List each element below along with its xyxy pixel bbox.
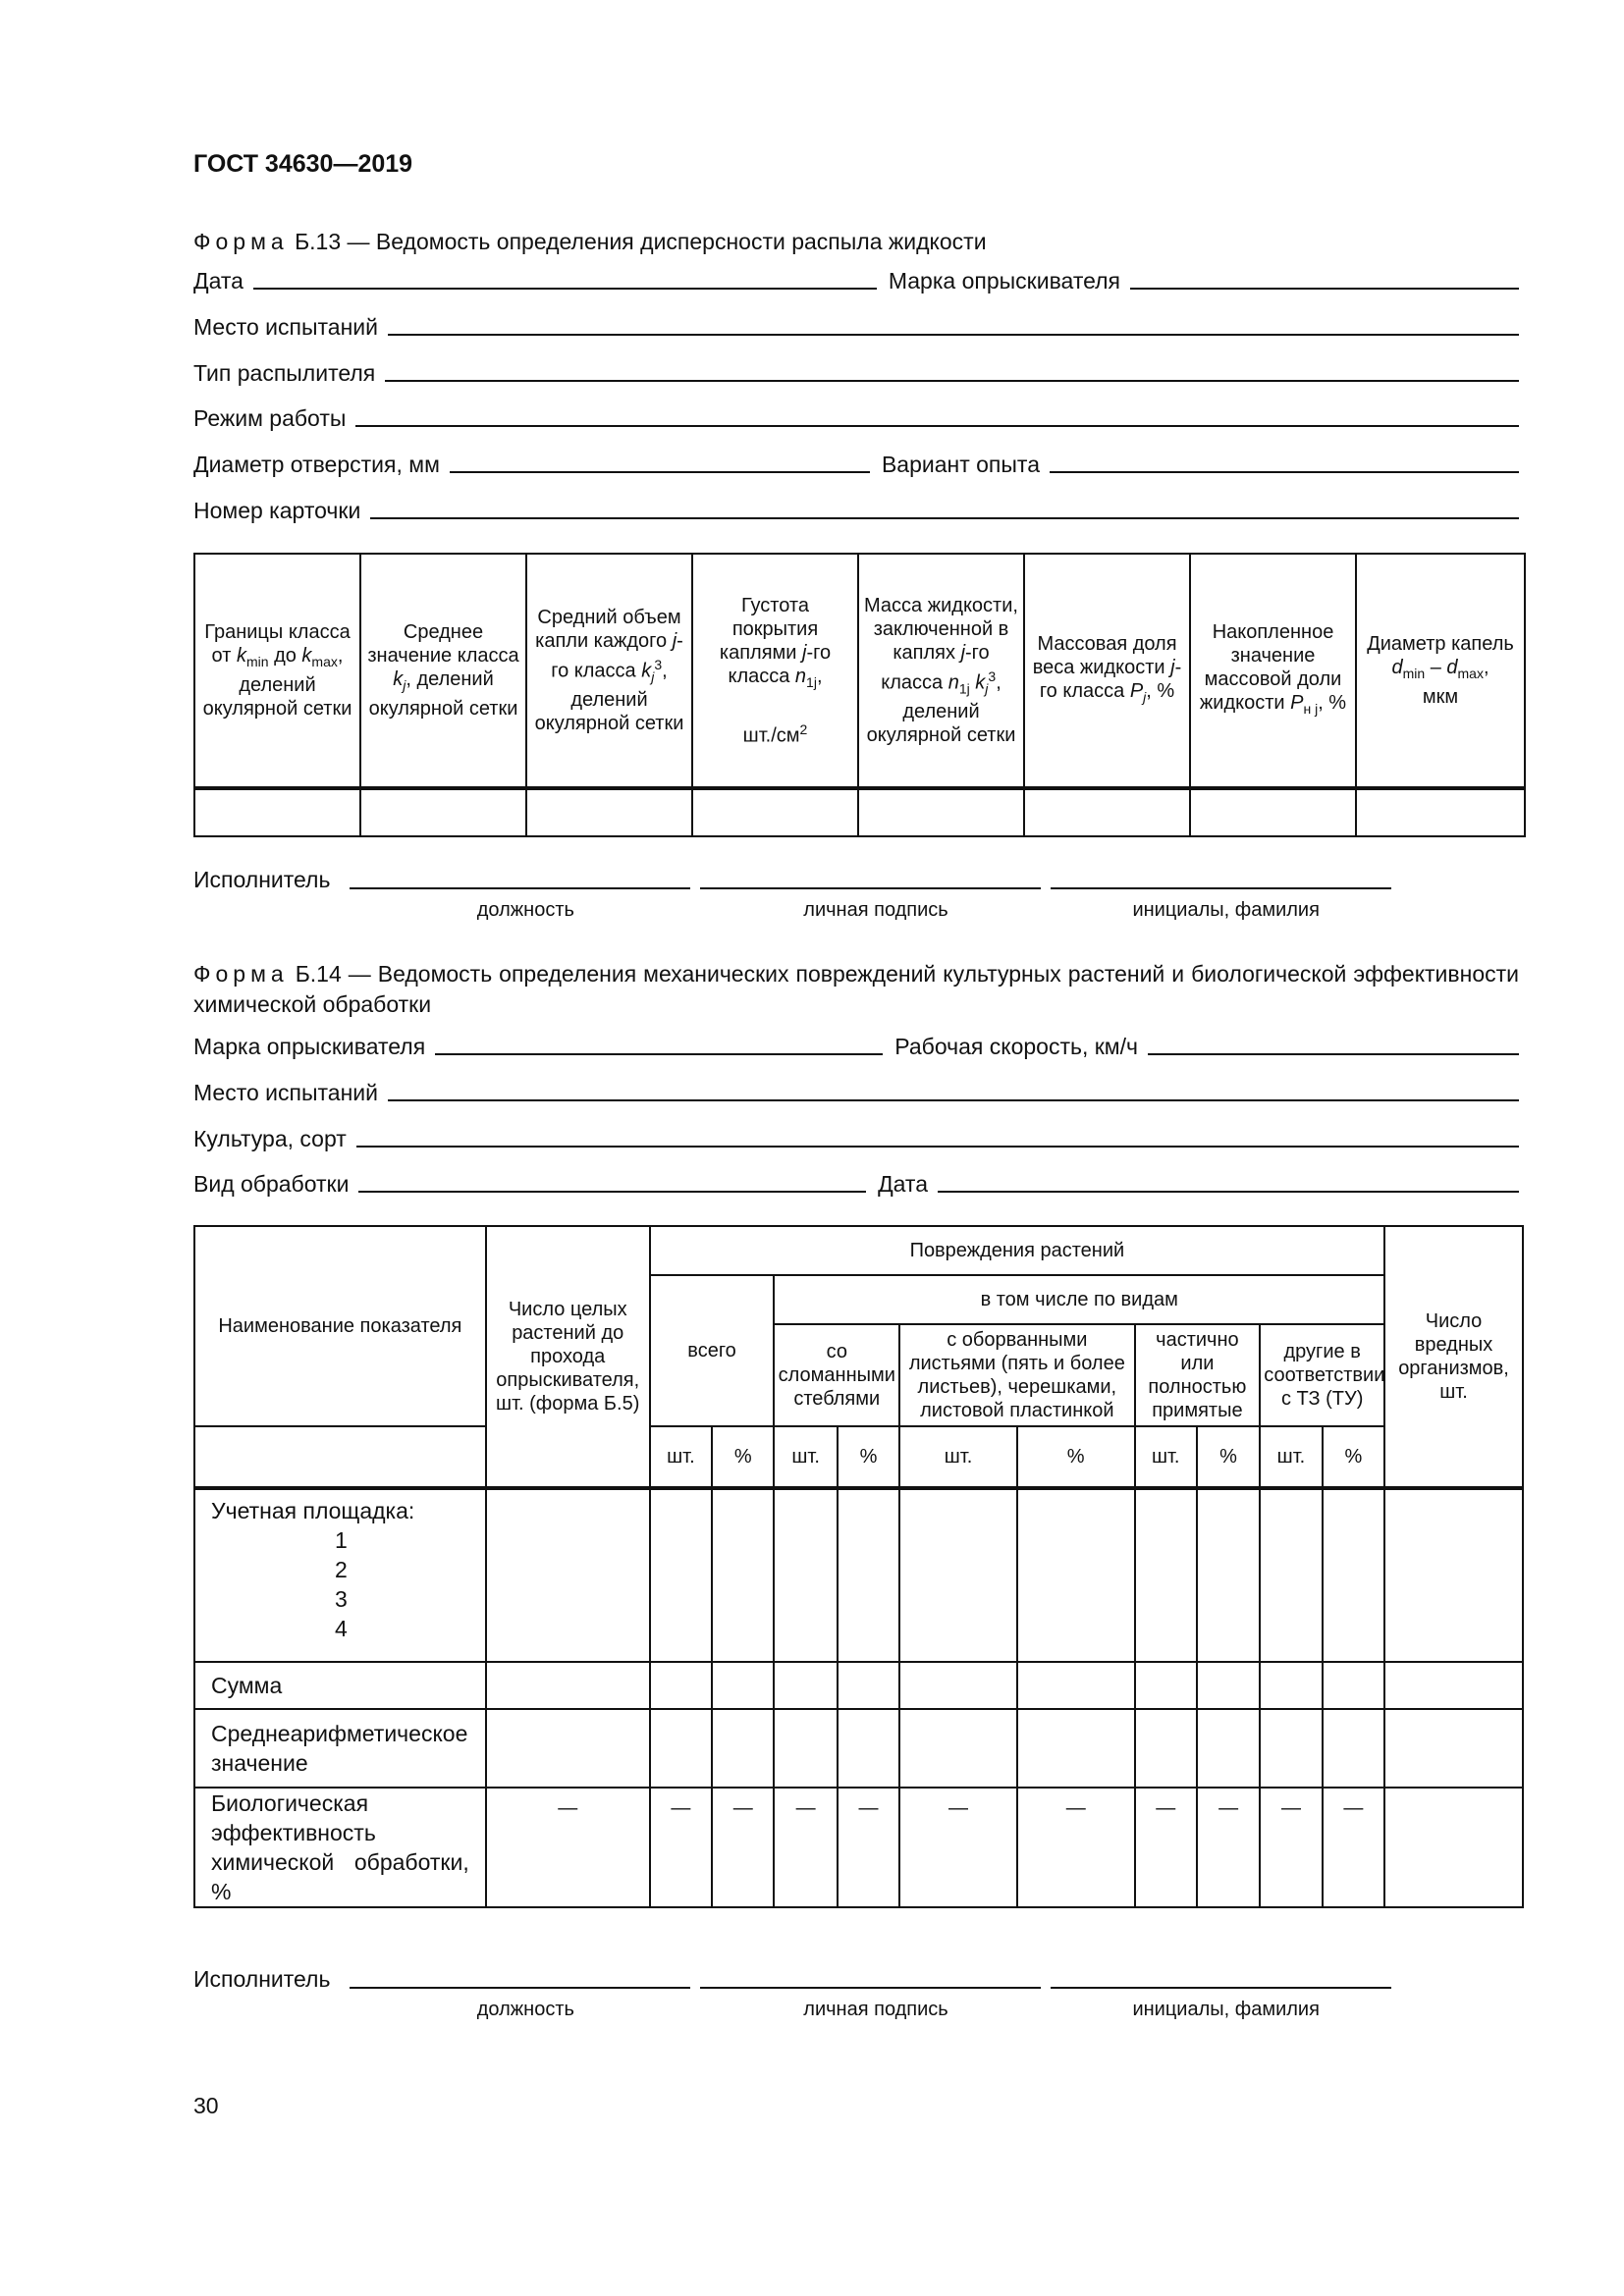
dash-cell: —: [838, 1788, 899, 1907]
form13-table: [193, 553, 1526, 837]
row-label-plots: Учетная площадка: 1 2 3 4: [194, 1489, 486, 1662]
unit-pct: %: [1197, 1426, 1260, 1487]
table-cell[interactable]: [1323, 1662, 1384, 1709]
form14-title-word: Форма: [193, 961, 289, 987]
dash-cell: —: [1135, 1788, 1197, 1907]
unit-pcs: шт.: [650, 1426, 712, 1487]
signature-caption: личная подпись: [803, 1999, 948, 2020]
table-cell[interactable]: [1260, 1662, 1322, 1709]
sprayer-brand-field-2[interactable]: [435, 1053, 883, 1055]
table-cell[interactable]: [486, 1709, 650, 1788]
form14-row-plots: [194, 1489, 1523, 1662]
dash-cell: —: [486, 1788, 650, 1907]
table-cell[interactable]: [1017, 1709, 1135, 1788]
table-cell[interactable]: [1384, 1489, 1523, 1662]
experiment-variant-field[interactable]: [1050, 471, 1519, 473]
table-cell[interactable]: [1017, 1662, 1135, 1709]
form13-table-header: [194, 554, 1525, 787]
table-cell[interactable]: [1384, 1788, 1523, 1907]
col-pests: Число вредных организмов, шт.: [1384, 1226, 1523, 1487]
table-cell[interactable]: [712, 1489, 774, 1662]
table-cell[interactable]: [774, 1709, 837, 1788]
form13-title-word: Форма: [193, 229, 289, 254]
hole-diameter-field[interactable]: [450, 471, 870, 473]
signature-field[interactable]: [700, 1987, 1041, 1989]
table-cell[interactable]: [899, 1662, 1017, 1709]
table-cell[interactable]: [650, 1662, 712, 1709]
table-cell[interactable]: [526, 789, 692, 836]
table-cell[interactable]: [194, 789, 360, 836]
work-speed-field[interactable]: [1148, 1053, 1519, 1055]
col-coverage-density: Густота покрытия каплями j-го класса $n_{1j}$, $шт./см^2$: [692, 554, 858, 787]
row-label-mean: Среднеарифметическое значение: [194, 1709, 486, 1788]
table-cell[interactable]: [1260, 1709, 1322, 1788]
form13-title: [193, 227, 1519, 257]
table-cell[interactable]: [838, 1709, 899, 1788]
form13-row-card: [193, 490, 1519, 523]
table-cell[interactable]: [1024, 789, 1190, 836]
form14-row-crop: [193, 1118, 1519, 1151]
col-plant-damage: Повреждения растений: [650, 1226, 1384, 1275]
test-place-label: Место испытаний: [193, 314, 378, 340]
table-cell[interactable]: [1197, 1662, 1260, 1709]
crop-field[interactable]: [356, 1146, 1519, 1148]
sprayer-brand-field[interactable]: [1130, 288, 1519, 290]
dash-cell: —: [650, 1788, 712, 1907]
unit-pcs: шт.: [774, 1426, 837, 1487]
form14-row-place: [193, 1072, 1519, 1105]
col-damage-by-type: в том числе по видам: [774, 1275, 1384, 1324]
date-label: Дата: [193, 268, 244, 294]
mode-field[interactable]: [355, 425, 1519, 427]
table-cell[interactable]: [1323, 1489, 1384, 1662]
mode-label: Режим работы: [193, 405, 347, 431]
form14-title: [193, 959, 1519, 1020]
table-cell[interactable]: [650, 1709, 712, 1788]
form14-row-brand: [193, 1026, 1519, 1059]
row-label-bio: Биологическая эффективность химической обработки, %: [194, 1788, 486, 1907]
col-drop-diameter: Диаметр капель $d_{min} - d_{max}$, мкм: [1356, 554, 1525, 787]
form13-row-place: [193, 306, 1519, 340]
unit-pcs: шт.: [1260, 1426, 1322, 1487]
dash-cell: —: [712, 1788, 774, 1907]
table-cell[interactable]: [1260, 1489, 1322, 1662]
form14-row-bio: [194, 1788, 1523, 1907]
initials-caption: инициалы, фамилия: [1132, 899, 1320, 921]
table-cell[interactable]: [1190, 789, 1356, 836]
form13-title-text: Б.13 — Ведомость определения дисперсности распыла жидкости: [295, 229, 987, 254]
table-cell[interactable]: [1197, 1489, 1260, 1662]
col-indicator-name: Наименование показателя: [194, 1226, 486, 1426]
col-damage-total: всего: [650, 1275, 775, 1426]
table-cell[interactable]: [774, 1489, 837, 1662]
sprayer-type-label: Тип распылителя: [193, 360, 376, 386]
sprayer-brand-label-2: Марка опрыскивателя: [193, 1034, 426, 1059]
treatment-label: Вид обработки: [193, 1171, 350, 1197]
table-cell[interactable]: [1197, 1709, 1260, 1788]
sprayer-type-field[interactable]: [385, 380, 1519, 382]
test-place-field[interactable]: [388, 334, 1519, 336]
signature-caption: личная подпись: [803, 899, 948, 921]
initials-caption: инициалы, фамилия: [1132, 1999, 1320, 2020]
table-cell[interactable]: [1135, 1662, 1197, 1709]
performer-label: Исполнитель: [193, 867, 331, 892]
form14-row-sum: [194, 1662, 1523, 1709]
hole-diameter-label: Диаметр отверстия, мм: [193, 452, 440, 477]
form14-table: [193, 1225, 1524, 1908]
table-cell[interactable]: [1384, 1662, 1523, 1709]
card-number-label: Номер карточки: [193, 498, 361, 523]
col-mass-fraction: Массовая доля веса жидкости j-го класса $P_j$, %: [1024, 554, 1190, 787]
form13-row-diameter: [193, 444, 1519, 477]
dash-cell: —: [1197, 1788, 1260, 1907]
col-torn-leaves: с оборванными листьями (пять и более листьев), черешками, листовой пластинкой: [899, 1324, 1134, 1426]
col-other: другие в соответствии с ТЗ (ТУ): [1260, 1324, 1384, 1426]
table-cell[interactable]: [486, 1662, 650, 1709]
signature-field[interactable]: [700, 887, 1041, 889]
table-cell[interactable]: [712, 1709, 774, 1788]
form14-title-text: Б.14 — Ведомость определения механических повреждений культурных растений и биологической эффективности химической обработки: [193, 961, 1519, 1017]
dash-cell: —: [899, 1788, 1017, 1907]
col-crushed: частично или полностью примятые: [1135, 1324, 1261, 1426]
col-liquid-mass: Масса жидкости, заключенной в каплях j-го класса $n_{1j}$ $k_j^3$, делений окулярной сетки: [858, 554, 1024, 787]
table-cell[interactable]: [838, 1489, 899, 1662]
table-cell[interactable]: [899, 1489, 1017, 1662]
dash-cell: —: [1323, 1788, 1384, 1907]
page-header: ГОСТ 34630—2019: [193, 150, 413, 178]
table-cell[interactable]: [692, 789, 858, 836]
row-label-sum: Сумма: [194, 1662, 486, 1709]
table-cell[interactable]: [1356, 789, 1525, 836]
dash-cell: —: [1017, 1788, 1135, 1907]
position-field[interactable]: [350, 1987, 690, 1989]
unit-pct: %: [1323, 1426, 1384, 1487]
unit-pct: %: [712, 1426, 774, 1487]
col-broken-stems: со сломанными стеблями: [774, 1324, 899, 1426]
unit-pcs: шт.: [1135, 1426, 1197, 1487]
sprayer-brand-label: Марка опрыскивателя: [888, 268, 1120, 294]
table-cell[interactable]: [1135, 1709, 1197, 1788]
col-cumulative-fraction: Накопленное значение массовой доли жидкости $P_{н j}$, %: [1190, 554, 1356, 787]
page-number: 30: [193, 2093, 219, 2118]
treatment-field[interactable]: [358, 1191, 866, 1193]
form13-signature-block: [193, 864, 1401, 922]
work-speed-label: Рабочая скорость, км/ч: [894, 1034, 1138, 1059]
table-cell[interactable]: [838, 1662, 899, 1709]
table-cell[interactable]: [899, 1709, 1017, 1788]
initials-field[interactable]: [1051, 887, 1391, 889]
form14-row-treatment: [193, 1163, 1519, 1197]
form13-row-type: [193, 352, 1519, 386]
table-cell[interactable]: [1323, 1709, 1384, 1788]
table-cell[interactable]: [1384, 1709, 1523, 1788]
test-place-label-2: Место испытаний: [193, 1080, 378, 1105]
col-whole-plants: Число целых растений до прохода опрыскивателя, шт. (форма Б.5): [486, 1226, 650, 1487]
col-class-bounds: Границы класса от $k_{min}$ до $k_{max}$, делений окулярной сетки: [194, 554, 360, 787]
dash-cell: —: [774, 1788, 837, 1907]
unit-pct: %: [1017, 1426, 1135, 1487]
date-field-2[interactable]: [938, 1191, 1519, 1193]
form13-table-row: [194, 789, 1525, 836]
form13-row-date: [193, 260, 1519, 294]
performer-label: Исполнитель: [193, 1966, 331, 1992]
table-cell[interactable]: [650, 1489, 712, 1662]
unit-pct: %: [838, 1426, 899, 1487]
position-field[interactable]: [350, 887, 690, 889]
position-caption: должность: [476, 899, 574, 921]
crop-label: Культура, сорт: [193, 1126, 347, 1151]
table-cell[interactable]: [712, 1662, 774, 1709]
card-number-field[interactable]: [370, 517, 1519, 519]
table-cell[interactable]: [486, 1489, 650, 1662]
form14-header-row-1: [194, 1226, 1523, 1275]
dash-cell: —: [1260, 1788, 1322, 1907]
table-cell[interactable]: [858, 789, 1024, 836]
unit-pcs: шт.: [899, 1426, 1017, 1487]
form13-row-mode: [193, 398, 1519, 431]
table-cell[interactable]: [1017, 1489, 1135, 1662]
table-cell[interactable]: [774, 1662, 837, 1709]
date-label-2: Дата: [878, 1171, 928, 1197]
initials-field[interactable]: [1051, 1987, 1391, 1989]
position-caption: должность: [476, 1999, 574, 2020]
col-class-mean: Среднее значение класса $k_j$, делений окулярной сетки: [360, 554, 526, 787]
date-field[interactable]: [253, 288, 877, 290]
col-mean-drop-volume: Средний объем капли каждого j-го класса $k_j^3$, делений окулярной сетки: [526, 554, 692, 787]
form14-header-units: [194, 1426, 1523, 1487]
table-cell[interactable]: [360, 789, 526, 836]
form14-signature-block: [193, 1963, 1401, 2021]
test-place-field-2[interactable]: [388, 1099, 1519, 1101]
form14-row-mean: [194, 1709, 1523, 1788]
experiment-variant-label: Вариант опыта: [881, 452, 1040, 477]
table-cell[interactable]: [1135, 1489, 1197, 1662]
units-empty: [194, 1426, 486, 1487]
